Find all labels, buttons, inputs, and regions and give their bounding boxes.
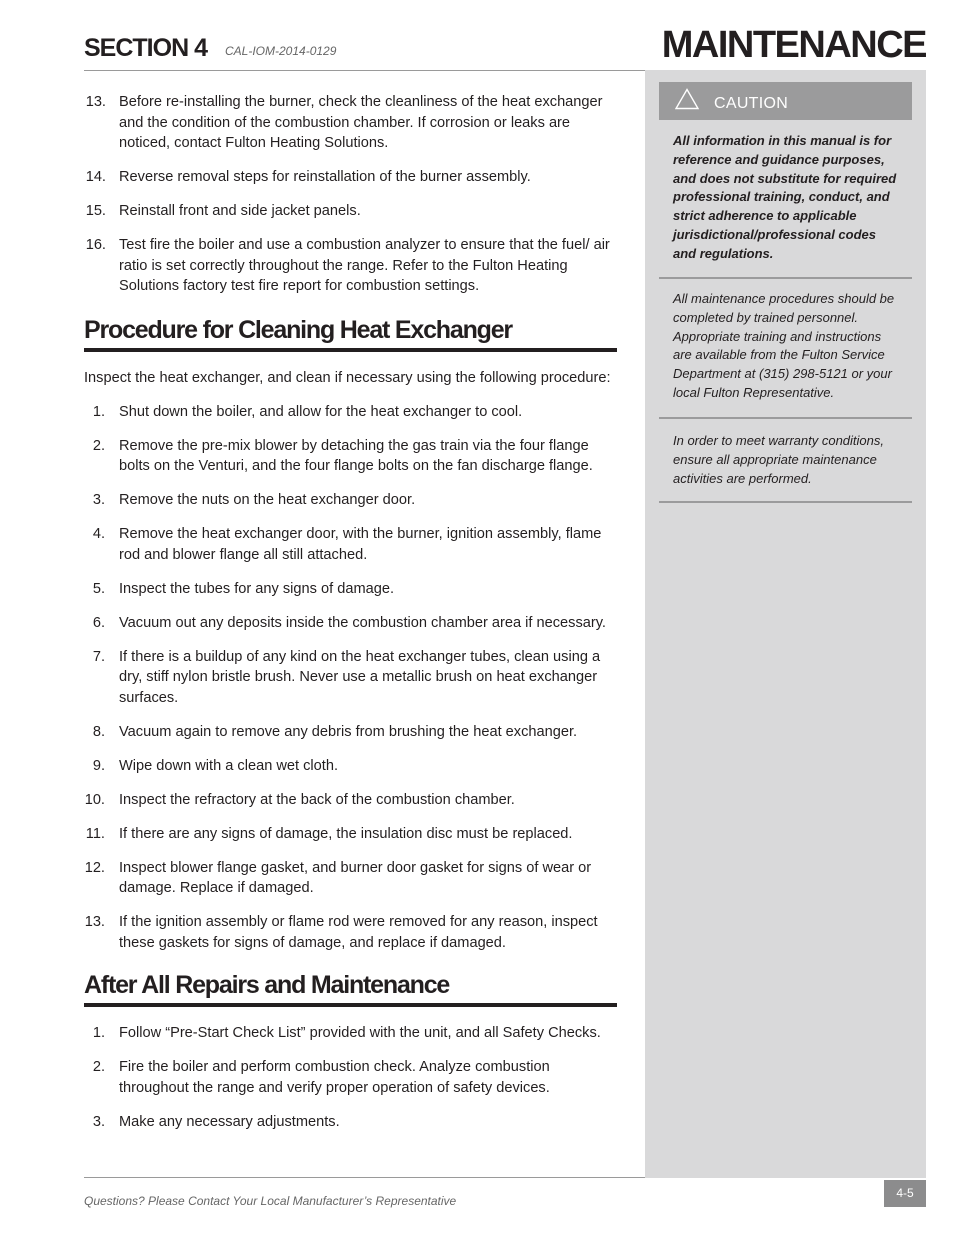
step-text: Reinstall front and side jacket panels. <box>119 203 361 219</box>
step-number: 7. <box>92 648 105 665</box>
list-item <box>84 790 617 811</box>
document-id: CAL-IOM-2014-0129 <box>225 44 337 58</box>
step-number: 6. <box>92 614 105 631</box>
list-item <box>84 1023 617 1044</box>
step-number: 2. <box>92 437 105 454</box>
step-text: If there is a buildup of any kind on the heat exchanger tubes, clean using a dry, stiff nylon bristle brush. Never use a metallic brush on heat exchanger surfaces. <box>119 648 601 706</box>
list-item <box>84 912 617 953</box>
main-content <box>84 92 617 1146</box>
step-number: 13. <box>84 914 105 930</box>
step-text: Reverse removal steps for reinstallation of the burner assembly. <box>119 169 531 185</box>
page-header <box>84 24 926 71</box>
step-text: If the ignition assembly or flame rod were removed for any reason, inspect these gaskets for signs of damage, and replace if damaged. <box>119 914 598 951</box>
step-text: Test fire the boiler and use a combustion analyzer to ensure that the fuel/ air ratio is set correctly throughout the range. Refer to the Fulton Heating Solutions factory test fire report for combustion settings. <box>119 237 610 294</box>
step-text: Inspect blower flange gasket, and burner door gasket for signs of wear or damage. Replace if damaged. <box>119 859 592 896</box>
list-item <box>84 647 617 709</box>
step-text: Vacuum out any deposits inside the combustion chamber area if necessary. <box>119 614 606 631</box>
page-number: 4-5 <box>884 1180 926 1207</box>
warning-triangle-icon <box>675 88 699 110</box>
step-text: Before re-installing the burner, check the cleanliness of the heat exchanger and the condition of the combustion chamber. If corrosion or leaks are noticed, contact Fulton Heating Solutions. <box>119 94 603 151</box>
step-number: 3. <box>92 492 105 508</box>
list-item <box>84 524 617 565</box>
step-number: 13. <box>85 94 106 110</box>
after-steps-list <box>84 1023 617 1132</box>
cleaning-heading: Procedure for Cleaning Heat Exchanger <box>84 316 617 352</box>
sidebar-note <box>659 290 912 419</box>
step-number: 10. <box>84 791 105 808</box>
step-text: Remove the heat exchanger door, with the burner, ignition assembly, flame rod and blower flange all still attached. <box>119 526 602 563</box>
step-text: If there are any signs of damage, the insulation disc must be replaced. <box>119 825 573 842</box>
list-item <box>84 402 617 423</box>
step-text: Vacuum again to remove any debris from brushing the heat exchanger. <box>119 723 578 740</box>
step-number: 11. <box>85 825 105 842</box>
step-text: Inspect the refractory at the back of the combustion chamber. <box>119 791 515 808</box>
list-item <box>84 722 617 743</box>
sidebar-note <box>659 432 912 503</box>
step-text: Shut down the boiler, and allow for the heat exchanger to cool. <box>119 403 523 420</box>
step-text: Wipe down with a clean wet cloth. <box>119 757 339 774</box>
list-item <box>84 756 617 777</box>
sidebar-note <box>659 132 912 279</box>
list-item <box>84 436 617 477</box>
list-item <box>84 579 617 600</box>
step-number: 3. <box>92 1113 105 1130</box>
step-number: 5. <box>92 580 105 597</box>
step-number: 1. <box>92 1025 105 1041</box>
list-item <box>84 490 617 511</box>
footer-text: Questions? Please Contact Your Local Manufacturer’s Representative <box>84 1194 457 1208</box>
step-text: Follow “Pre-Start Check List” provided with the unit, and all Safety Checks. <box>119 1025 601 1041</box>
footer-divider <box>84 1177 645 1178</box>
list-item <box>84 201 617 222</box>
list-item <box>84 167 617 188</box>
section-label: SECTION 4 <box>84 34 207 62</box>
step-text: Fire the boiler and perform combustion check. Analyze combustion throughout the range and verify proper operation of safety devices. <box>119 1059 550 1096</box>
step-text: Remove the pre-mix blower by detaching the gas train via the four flange bolts on the Venturi, and the four flange bolts on the fan discharge flange. <box>119 437 593 474</box>
sidebar-note-text: In order to meet warranty conditions, ensure all appropriate maintenance activities are performed. <box>673 433 884 486</box>
after-heading: After All Repairs and Maintenance <box>84 971 617 1007</box>
caution-sidebar <box>645 70 926 1178</box>
list-item <box>84 1112 617 1133</box>
step-number: 16. <box>85 237 106 253</box>
cleaning-steps-list <box>84 402 617 954</box>
list-item <box>84 92 617 154</box>
sidebar-note-text: All information in this manual is for reference and guidance purposes, and does not substitute for required professional training, conduct, and strict adherence to applicable jurisdictional/professional codes and regulations. <box>673 133 897 261</box>
list-item <box>84 1057 617 1098</box>
list-item <box>84 235 617 297</box>
step-number: 1. <box>92 403 105 420</box>
step-text: Inspect the tubes for any signs of damage. <box>119 580 395 597</box>
step-text: Make any necessary adjustments. <box>119 1113 340 1130</box>
sidebar-note-text: All maintenance procedures should be completed by trained personnel. Appropriate training and instructions are available from the Fulton Service Department at (315) 298-5121 or your local Fulton Representative. <box>673 291 895 400</box>
step-text: Remove the nuts on the heat exchanger door. <box>119 492 416 508</box>
step-number: 2. <box>92 1059 105 1075</box>
step-number: 4. <box>92 526 105 542</box>
step-number: 9. <box>92 757 105 774</box>
step-number: 14. <box>85 169 106 185</box>
caution-header <box>659 82 912 120</box>
list-item <box>84 858 617 899</box>
step-number: 12. <box>84 859 105 876</box>
list-item <box>84 824 617 845</box>
cleaning-intro: Inspect the heat exchanger, and clean if necessary using the following procedure: <box>84 369 611 386</box>
step-number: 15. <box>85 203 106 219</box>
continued-steps-list <box>84 92 617 297</box>
list-item <box>84 613 617 634</box>
page-title: MAINTENANCE <box>661 24 926 66</box>
step-number: 8. <box>92 723 105 740</box>
caution-label: CAUTION <box>714 95 789 112</box>
